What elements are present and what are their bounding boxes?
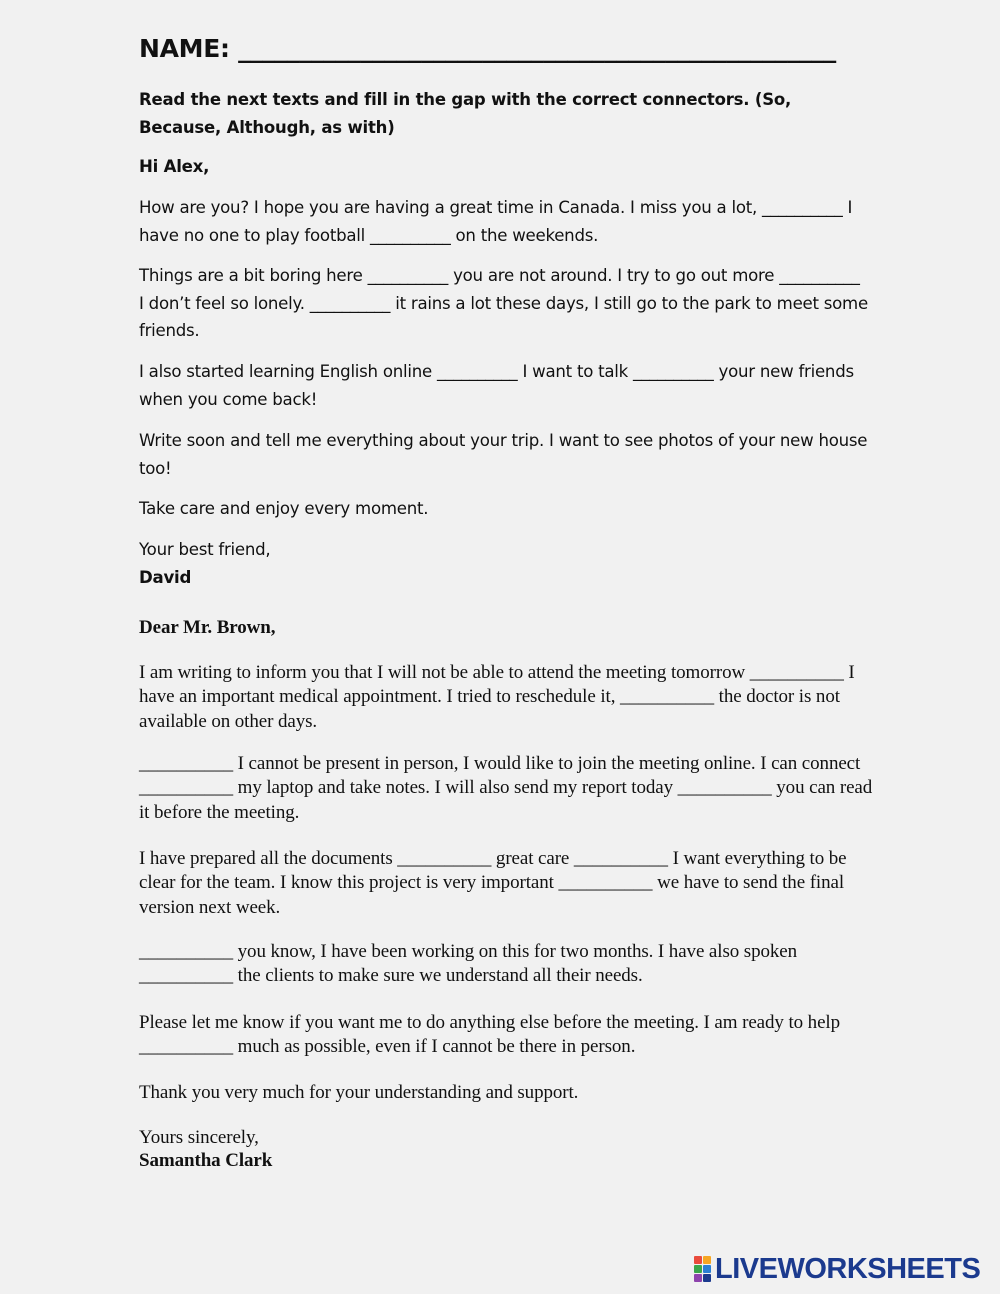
letter1-paragraph-5: Take care and enjoy every moment. [139, 499, 429, 518]
liveworksheets-logo-icon [694, 1256, 711, 1282]
name-line: NAME: _________________________________________________ [139, 34, 836, 63]
letter1-greeting: Hi Alex, [139, 157, 210, 176]
letter2-paragraph-2: __________ I cannot be present in person, I would like to join the meeting online. I can connect __________ my laptop and take notes. I will also send my report today __________ you can read it before the meeting. [139, 753, 873, 823]
letter2-paragraph-4: __________ you know, I have been working on this for two months. I have also spoken __________ the clients to make sure we understand all their needs. [139, 941, 798, 987]
letter2-greeting: Dear Mr. Brown, [139, 617, 276, 638]
letter1-signature: David [139, 568, 192, 587]
letter1-paragraph-1: How are you? I hope you are having a great time in Canada. I miss you a lot, __________ I have no one to play football __________ on the weekends. [139, 198, 853, 245]
letter1-closing: Your best friend, [139, 540, 271, 559]
letter2-closing: Yours sincerely, [139, 1127, 259, 1148]
letter2-paragraph-5: Please let me know if you want me to do anything else before the meeting. I am ready to help __________ much as possible, even if I cannot be there in person. [139, 1012, 840, 1058]
instructions: Read the next texts and fill in the gap with the correct connectors. (So, Because, Although, as with) [139, 90, 792, 137]
liveworksheets-logo[interactable] [694, 1254, 980, 1284]
letter2-paragraph-6: Thank you very much for your understanding and support. [139, 1082, 579, 1103]
logo-text: LIVEWORKSHEETS [715, 1253, 981, 1285]
letter2-signature: Samantha Clark [139, 1150, 273, 1171]
letter2-paragraph-3: I have prepared all the documents __________ great care __________ I want everything to be clear for the team. I know this project is very important __________ we have to send the final version next week. [139, 848, 847, 918]
letter1-paragraph-3: I also started learning English online __________ I want to talk __________ your new friends when you come back! [139, 362, 854, 409]
letter1-paragraph-2: Things are a bit boring here __________ you are not around. I try to go out more __________ I don’t feel so lonely. __________ it rains a lot these days, I still go to the park to meet some friends. [139, 266, 868, 340]
letter1-paragraph-4: Write soon and tell me everything about your trip. I want to see photos of your new house too! [139, 431, 868, 478]
letter2-paragraph-1: I am writing to inform you that I will not be able to attend the meeting tomorrow __________ I have an important medical appointment. I tried to reschedule it, __________ the doctor is not available on other days. [139, 662, 855, 732]
